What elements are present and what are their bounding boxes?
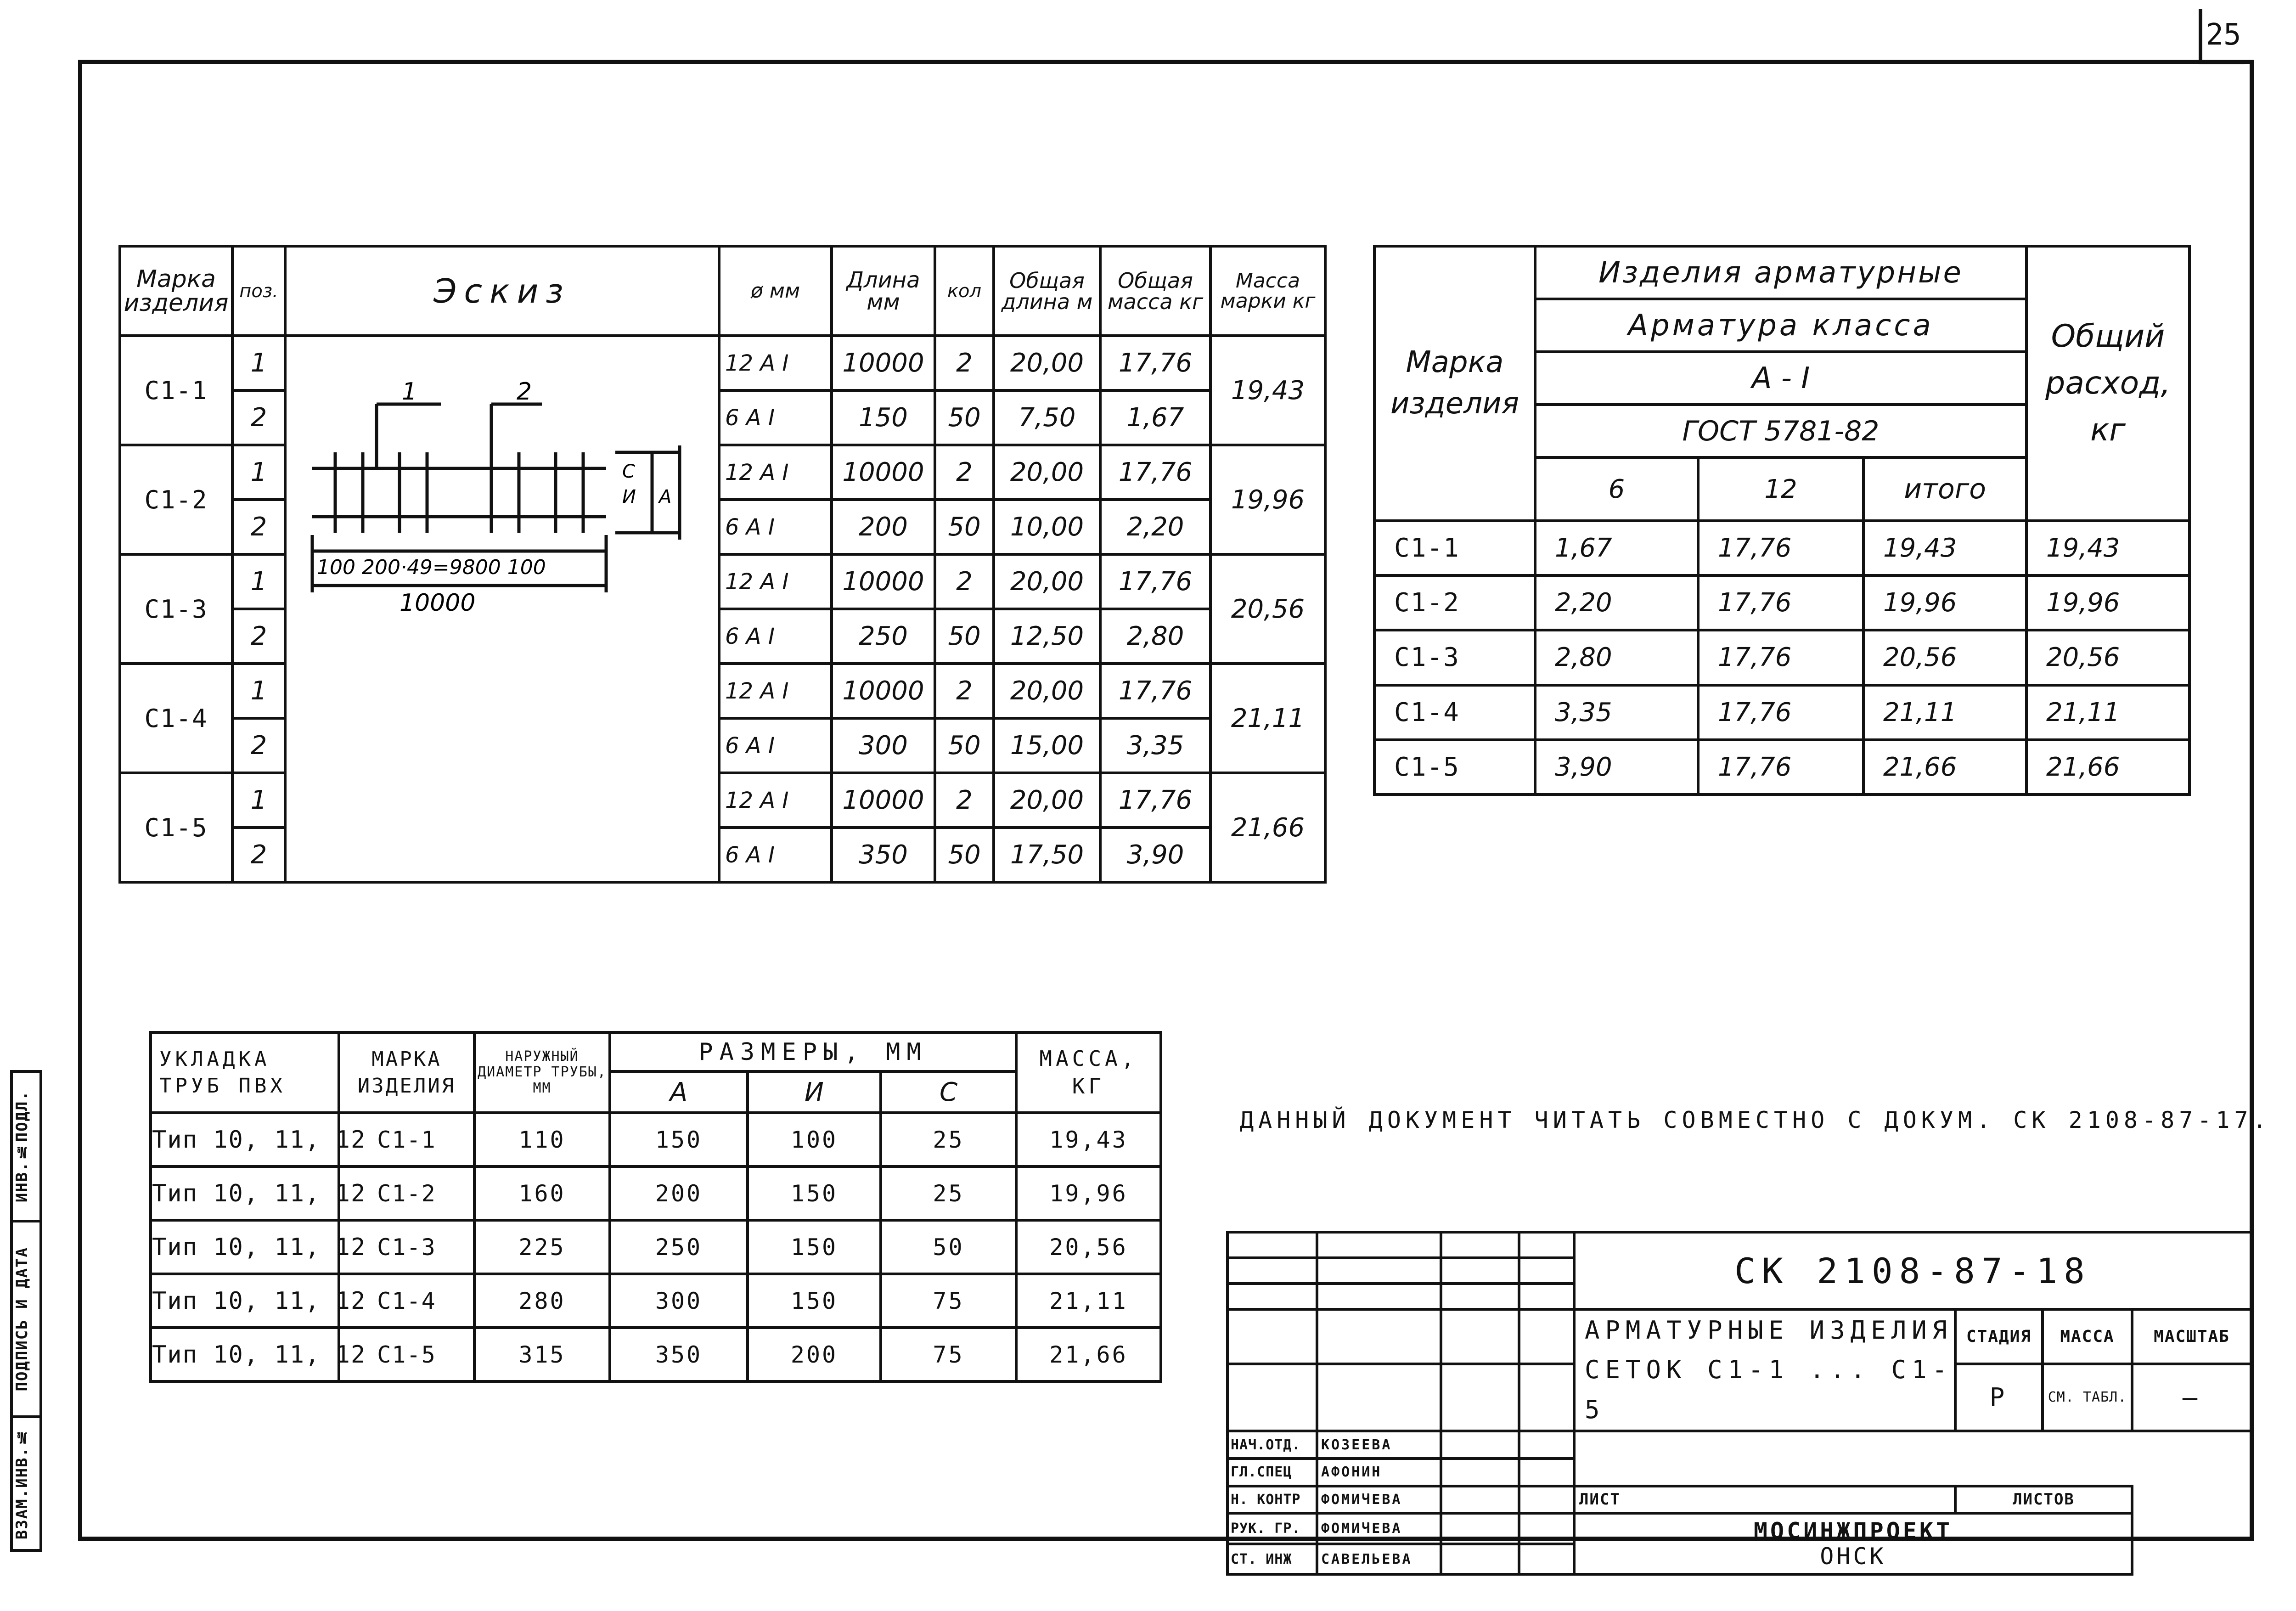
pipe-lay-type: Тип 10, 11, 12 [151,1166,339,1220]
sketch-c-label: С [622,461,635,482]
title-line1: АРМАТУРНЫЕ ИЗДЕЛИЯ [1585,1316,1953,1345]
title-line2: СЕТОК С1-1 ... С1-5 [1585,1355,1953,1424]
spec-total-mass: 3,90 [1100,828,1210,882]
sketch-total-label: 10000 [400,589,476,617]
sketch-a-label: А [659,486,672,507]
staff-signature [1441,1544,1519,1575]
pipe-value-m: 19,96 [1016,1166,1161,1220]
spec-total-length: 17,50 [994,828,1100,882]
spec-pos: 2 [232,609,285,664]
staff-date [1519,1544,1574,1575]
spec-mark-mass: 21,11 [1210,664,1325,773]
spec-total-mass: 17,76 [1100,445,1210,500]
pipe-row [151,1328,1161,1381]
spec-mark: С1-1 [120,336,232,445]
spec-length: 250 [832,609,935,664]
spec-pos: 1 [232,336,285,390]
pipe-value-c: 75 [881,1274,1016,1328]
pipe-lay-type: Тип 10, 11, 12 [151,1113,339,1166]
spec-qty: 2 [935,445,994,500]
org-unit: ОНСК [1820,1543,1886,1570]
t3-u-header: И [748,1071,881,1113]
spec-total-length: 20,00 [994,336,1100,390]
staff-row [1227,1513,2251,1544]
t2-h1: Изделия арматурные [1535,246,2026,299]
pipe-mark: С1-5 [339,1328,474,1381]
consumption-value-o: 21,11 [2026,685,2189,740]
spec-mark-mass: 20,56 [1210,554,1325,664]
steel-consumption-table [1373,245,2191,796]
mass-header: МАССА [2043,1309,2132,1364]
header-diameter: ø мм [719,246,832,336]
consumption-mark: С1-2 [1374,575,1535,630]
spec-total-mass: 2,20 [1100,500,1210,554]
pipe-value-dia: 225 [474,1220,610,1274]
sheet-header: ЛИСТ [1574,1486,1955,1514]
spec-length: 10000 [832,554,935,609]
sign-date-label: ПОДПИСЬ И ДАТА [13,1246,31,1391]
consumption-value-b: 17,76 [1698,575,1863,630]
pipe-value-m: 21,66 [1016,1328,1161,1381]
consumption-value-o: 19,43 [2026,521,2189,575]
t3-mark-header: МАРКА ИЗДЕЛИЯ [339,1032,474,1113]
staff-name: ФОМИЧЕВА [1317,1486,1441,1514]
pipe-value-c: 50 [881,1220,1016,1274]
spec-qty: 50 [935,718,994,773]
sketch-u-label: И [622,486,636,507]
spec-total-mass: 17,76 [1100,554,1210,609]
t2-col-6: 6 [1535,457,1698,521]
staff-signature [1441,1513,1519,1544]
pipe-value-u: 150 [748,1274,881,1328]
scale-value: — [2132,1364,2251,1431]
pipe-value-u: 100 [748,1113,881,1166]
pipe-mark: С1-2 [339,1166,474,1220]
sketch-pos2-label: 2 [517,378,532,406]
staff-row [1227,1431,2251,1459]
t2-h2: Арматура класса [1535,299,2026,352]
consumption-value-a: 2,80 [1535,630,1698,685]
staff-row [1227,1486,2251,1514]
spec-qty: 50 [935,500,994,554]
spec-diameter: 12 А I [719,554,832,609]
spec-length: 10000 [832,664,935,718]
consumption-value-t: 19,96 [1863,575,2026,630]
consumption-mark: С1-3 [1374,630,1535,685]
pipe-mark: С1-3 [339,1220,474,1274]
spec-total-length: 20,00 [994,664,1100,718]
header-total-mass: Общая масса кг [1100,246,1210,336]
t2-h4: ГОСТ 5781-82 [1535,405,2026,457]
spec-length: 150 [832,390,935,445]
spec-qty: 2 [935,773,994,828]
consumption-value-o: 20,56 [2026,630,2189,685]
spec-total-length: 20,00 [994,445,1100,500]
pipe-lay-type: Тип 10, 11, 12 [151,1220,339,1274]
consumption-mark: С1-4 [1374,685,1535,740]
organization [1574,1513,2132,1574]
sheets-header: ЛИСТОВ [1955,1486,2132,1514]
pipe-row [151,1220,1161,1274]
pipe-lay-type: Тип 10, 11, 12 [151,1274,339,1328]
spec-total-length: 20,00 [994,773,1100,828]
staff-name: САВЕЛЬЕВА [1317,1544,1441,1575]
spec-total-mass: 17,76 [1100,773,1210,828]
org-name: МОСИНЖПРОЕКТ [1753,1517,1953,1544]
t2-overall-header: Общий расход, кг [2026,246,2189,521]
spec-diameter: 12 А I [719,664,832,718]
mass-value: СМ. ТАБЛ. [2043,1364,2132,1431]
pipe-value-u: 150 [748,1166,881,1220]
pipe-value-dia: 280 [474,1274,610,1328]
pipe-value-a: 300 [610,1274,748,1328]
consumption-value-b: 17,76 [1698,740,1863,794]
staff-date [1519,1431,1574,1459]
pipe-value-u: 150 [748,1220,881,1274]
t2-mark-header: Марка изделия [1374,246,1535,521]
spec-pos: 1 [232,554,285,609]
consumption-row [1374,740,2189,794]
spec-total-mass: 17,76 [1100,664,1210,718]
staff-role: ГЛ.СПЕЦ [1227,1459,1317,1486]
side-stamp [10,1070,42,1552]
sketch-pos1-label: 1 [402,378,417,406]
t2-col-12: 12 [1698,457,1863,521]
replace-inv-label: ВЗАМ.ИНВ.№ [13,1427,31,1540]
t3-lay-header: УКЛАДКА ТРУБ ПВХ [151,1032,339,1113]
consumption-row [1374,630,2189,685]
spec-mark: С1-3 [120,554,232,664]
consumption-value-a: 1,67 [1535,521,1698,575]
spec-total-mass: 17,76 [1100,336,1210,390]
t2-h3: А - I [1535,352,2026,405]
spec-total-mass: 1,67 [1100,390,1210,445]
spec-total-length: 20,00 [994,554,1100,609]
consumption-value-a: 3,90 [1535,740,1698,794]
consumption-value-a: 3,35 [1535,685,1698,740]
consumption-value-t: 21,11 [1863,685,2026,740]
consumption-row [1374,575,2189,630]
pipe-row [151,1166,1161,1220]
pipe-value-dia: 315 [474,1328,610,1381]
staff-date [1519,1486,1574,1514]
inv-orig-label: ИНВ.№ПОДЛ. [13,1090,31,1203]
t2-col-total: итого [1863,457,2026,521]
spec-pos: 2 [232,828,285,882]
pipe-value-c: 25 [881,1166,1016,1220]
staff-signature [1441,1431,1519,1459]
spec-qty: 50 [935,390,994,445]
spec-total-mass: 2,80 [1100,609,1210,664]
spec-pos: 2 [232,500,285,554]
consumption-value-t: 21,66 [1863,740,2026,794]
staff-signature [1441,1459,1519,1486]
spec-qty: 2 [935,664,994,718]
spec-mark: С1-2 [120,445,232,554]
spec-diameter: 6 А I [719,500,832,554]
pipe-row [151,1113,1161,1166]
pipe-value-dia: 160 [474,1166,610,1220]
pipe-mark: С1-4 [339,1274,474,1328]
spec-diameter: 6 А I [719,390,832,445]
consumption-value-t: 19,43 [1863,521,2026,575]
spec-diameter: 6 А I [719,828,832,882]
pipe-value-a: 200 [610,1166,748,1220]
consumption-row [1374,521,2189,575]
pipe-value-a: 250 [610,1220,748,1274]
consumption-value-b: 17,76 [1698,685,1863,740]
spec-total-length: 10,00 [994,500,1100,554]
spec-pos: 2 [232,390,285,445]
pipe-value-m: 21,11 [1016,1274,1161,1328]
pipe-laying-table [149,1031,1162,1383]
spec-qty: 50 [935,828,994,882]
spec-diameter: 6 А I [719,609,832,664]
t3-dia-header: НАРУЖНЫЙ ДИАМЕТР ТРУБЫ, ММ [474,1032,610,1113]
header-pos: поз. [232,246,285,336]
spec-length: 10000 [832,773,935,828]
pipe-row [151,1274,1161,1328]
pipe-value-dia: 110 [474,1113,610,1166]
spec-total-length: 7,50 [994,390,1100,445]
pipe-value-m: 19,43 [1016,1113,1161,1166]
pipe-value-m: 20,56 [1016,1220,1161,1274]
pipe-mark: С1-1 [339,1113,474,1166]
spec-length: 200 [832,500,935,554]
pipe-value-c: 75 [881,1328,1016,1381]
spec-qty: 50 [935,609,994,664]
spec-mark: С1-5 [120,773,232,882]
staff-role: СТ. ИНЖ [1227,1544,1317,1575]
consumption-value-b: 17,76 [1698,630,1863,685]
staff-date [1519,1459,1574,1486]
pipe-value-a: 350 [610,1328,748,1381]
spec-mark-mass: 19,96 [1210,445,1325,554]
spec-pos: 1 [232,664,285,718]
header-mark: Марка изделия [120,246,232,336]
spec-pos: 2 [232,718,285,773]
spec-diameter: 12 А I [719,445,832,500]
note-text: ДАННЫЙ ДОКУМЕНТ ЧИТАТЬ СОВМЕСТНО С ДОКУМ. СК 2108-87-17. [1240,1107,2271,1133]
consumption-row [1374,685,2189,740]
sketch-dims-label: 100 200·49=9800 100 [317,556,546,579]
staff-name: ФОМИЧЕВА [1317,1513,1441,1544]
spec-length: 10000 [832,445,935,500]
t3-a-header: А [610,1071,748,1113]
staff-date [1519,1513,1574,1544]
consumption-value-o: 21,66 [2026,740,2189,794]
spec-qty: 2 [935,336,994,390]
spec-diameter: 12 А I [719,336,832,390]
spec-length: 10000 [832,336,935,390]
staff-role: Н. КОНТР [1227,1486,1317,1514]
header-total-length: Общая длина м [994,246,1100,336]
title-block [1226,1231,2253,1576]
consumption-mark: С1-1 [1374,521,1535,575]
staff-row [1227,1459,2251,1486]
mesh-sketch [285,377,716,634]
spec-total-length: 15,00 [994,718,1100,773]
document-code: СК 2108-87-18 [1574,1232,2251,1309]
consumption-value-t: 20,56 [1863,630,2026,685]
header-length: Длина мм [832,246,935,336]
spec-mark-mass: 21,66 [1210,773,1325,882]
consumption-value-a: 2,20 [1535,575,1698,630]
staff-role: РУК. ГР. [1227,1513,1317,1544]
spec-length: 350 [832,828,935,882]
staff-name: КОЗЕЕВА [1317,1431,1441,1459]
staff-name: АФОНИН [1317,1459,1441,1486]
t3-sizes-header: РАЗМЕРЫ, ММ [610,1032,1016,1071]
consumption-mark: С1-5 [1374,740,1535,794]
sheet-number: 25 [2199,9,2245,64]
header-qty: кол [935,246,994,336]
spec-mark-mass: 19,43 [1210,336,1325,445]
pipe-value-u: 200 [748,1328,881,1381]
header-sketch: Эскиз [285,246,719,336]
pipe-lay-type: Тип 10, 11, 12 [151,1328,339,1381]
spec-pos: 1 [232,445,285,500]
t3-mass-header: МАССА, КГ [1016,1032,1161,1113]
pipe-value-a: 150 [610,1113,748,1166]
spec-length: 300 [832,718,935,773]
scale-header: МАСШТАБ [2132,1309,2251,1364]
header-mark-mass: Масса марки кг [1210,246,1325,336]
spec-diameter: 6 А I [719,718,832,773]
spec-diameter: 12 А I [719,773,832,828]
stage-header: СТАДИЯ [1955,1309,2043,1364]
spec-total-mass: 3,35 [1100,718,1210,773]
consumption-value-b: 17,76 [1698,521,1863,575]
spec-pos: 1 [232,773,285,828]
spec-total-length: 12,50 [994,609,1100,664]
pipe-value-c: 25 [881,1113,1016,1166]
t3-c-header: С [881,1071,1016,1113]
spec-qty: 2 [935,554,994,609]
staff-role: НАЧ.ОТД. [1227,1431,1317,1459]
consumption-value-o: 19,96 [2026,575,2189,630]
staff-signature [1441,1486,1519,1514]
spec-mark: С1-4 [120,664,232,773]
stage-value: Р [1955,1364,2043,1431]
